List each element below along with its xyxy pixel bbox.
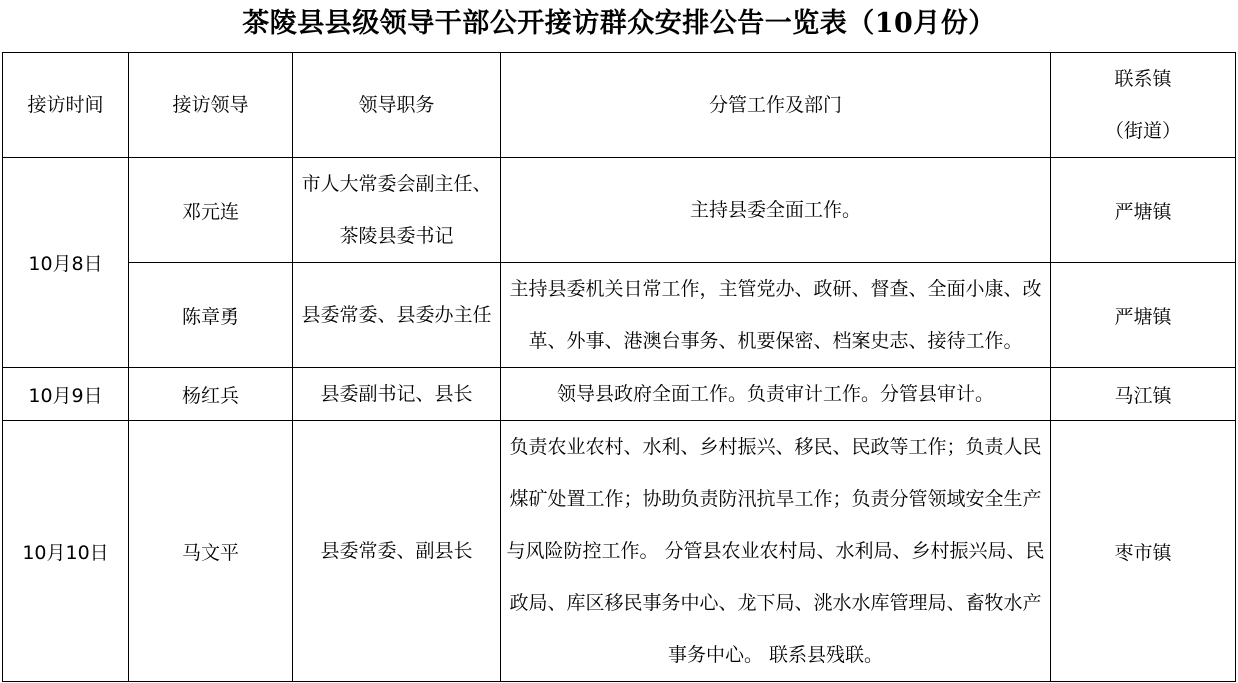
- header-contact-line1: 联系镇: [1114, 68, 1172, 90]
- header-position: 领导职务: [293, 53, 501, 158]
- position-cell: 县委副书记、县长: [293, 368, 501, 421]
- table-row: [3, 368, 1236, 421]
- duties-cell: 主持县委机关日常工作，主管党办、政研、督查、全面小康、改革、外事、港澳台事务、机要保密、档案史志、接待工作。: [501, 263, 1051, 368]
- duties-cell: 负责农业农村、水利、乡村振兴、移民、民政等工作；负责人民煤矿处置工作；协助负责防汛抗旱工作；负责分管领域安全生产与风险防控工作。 分管县农业农村局、水利局、乡村振兴局、民政局、库区移民事务中心、龙下局、洮水水库管理局、畜牧水产事务中心。 联系县残联。: [501, 421, 1051, 682]
- position-cell: 市人大常委会副主任、茶陵县委书记: [293, 158, 501, 263]
- table-row: [3, 421, 1236, 682]
- position-cell: 县委常委、副县长: [293, 421, 501, 682]
- date-cell: 10月9日: [3, 368, 129, 421]
- leader-cell: 马文平: [129, 421, 293, 682]
- town-cell: 严塘镇: [1051, 263, 1236, 368]
- leader-cell: 陈章勇: [129, 263, 293, 368]
- header-duties: 分管工作及部门: [501, 53, 1051, 158]
- leader-cell: 杨红兵: [129, 368, 293, 421]
- date-cell: 10月8日: [3, 158, 129, 368]
- table-row: [3, 263, 1236, 368]
- header-time: 接访时间: [3, 53, 129, 158]
- leader-cell: 邓元连: [129, 158, 293, 263]
- header-contact-line2: （街道）: [1104, 120, 1181, 142]
- table-row: [3, 158, 1236, 263]
- header-leader: 接访领导: [129, 53, 293, 158]
- town-cell: 严塘镇: [1051, 158, 1236, 263]
- town-cell: 枣市镇: [1051, 421, 1236, 682]
- header-row: [3, 53, 1236, 158]
- header-contact-town: [1051, 53, 1236, 158]
- town-cell: 马江镇: [1051, 368, 1236, 421]
- date-cell: 10月10日: [3, 421, 129, 682]
- schedule-table: [2, 52, 1236, 682]
- page-title: 茶陵县县级领导干部公开接访群众安排公告一览表（10月份）: [242, 8, 996, 39]
- duties-cell: 主持县委全面工作。: [501, 158, 1051, 263]
- duties-cell: 领导县政府全面工作。负责审计工作。分管县审计。: [501, 368, 1051, 421]
- position-cell: 县委常委、县委办主任: [293, 263, 501, 368]
